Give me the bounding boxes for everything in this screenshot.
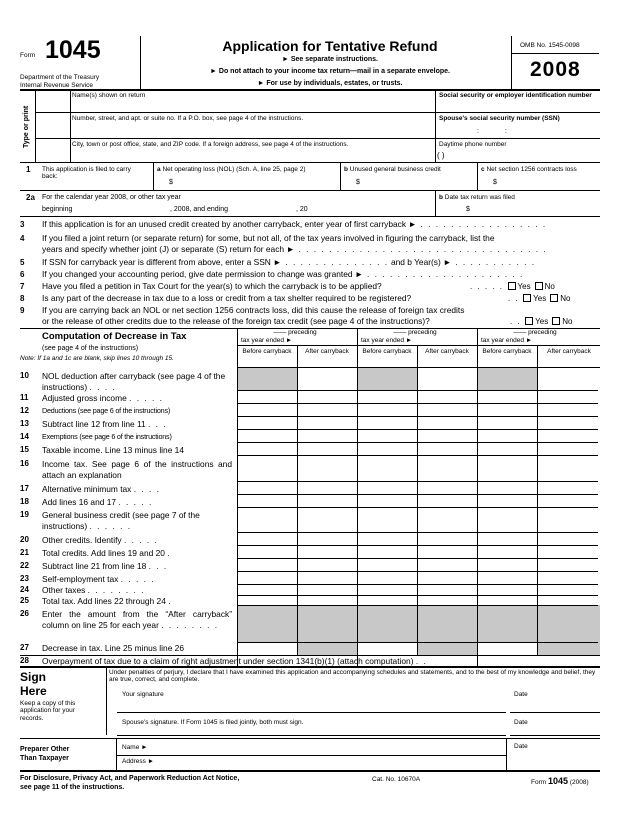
line-1c-letter: c bbox=[481, 166, 485, 173]
line-5-num: 5 bbox=[20, 258, 25, 267]
preparer-name-line[interactable] bbox=[117, 755, 506, 756]
line-17-text: Alternative minimum tax . . . . bbox=[42, 484, 161, 494]
line-20-text: Other credits. Identify . . . . . bbox=[42, 535, 159, 545]
instruction-line-1: ► See separate instructions. bbox=[281, 56, 379, 63]
line-10-text: NOL deduction after carryback (see page 4 of the instructions) . . . . bbox=[42, 371, 226, 392]
line-24-text: Other taxes . . . . . . . . bbox=[42, 585, 146, 595]
spouse-signature-label bbox=[122, 719, 303, 726]
line-1-num: 1 bbox=[26, 165, 31, 174]
line-27-label: Decrease in tax. Line 25 minus line 26 bbox=[42, 643, 184, 653]
footer-form-number: 1045 bbox=[547, 776, 569, 786]
instruction-line-3: ► For use by individuals, estates, or trusts. bbox=[257, 80, 403, 87]
line-9-no-checkbox[interactable] bbox=[552, 317, 560, 325]
line-7-label: Have you filed a petition in Tax Court for the year(s) to which the carryback is to be applied? bbox=[42, 281, 382, 291]
line-13-label: Subtract line 12 from line 11 bbox=[42, 419, 146, 429]
line-6-label: If you changed your accounting period, give date permission to change was granted ► bbox=[42, 269, 364, 279]
line-10-num: 10 bbox=[20, 371, 29, 380]
line-8-label: Is any part of the decrease in tax due to a loss or credit from a tax shelter required to be registered? bbox=[42, 293, 412, 303]
line-9-label: If you are carrying back an NOL or net section 1256 contracts loss, did this cause the release of foreign tax credits bbox=[42, 305, 465, 315]
line-8-no-checkbox[interactable] bbox=[550, 294, 558, 302]
line-18-label: Add lines 16 and 17 bbox=[42, 497, 117, 507]
line-20-label: Other credits. Identify bbox=[42, 535, 122, 545]
line-4-num: 4 bbox=[20, 234, 25, 243]
line-22-num: 22 bbox=[20, 561, 29, 570]
line-7-no: No bbox=[544, 282, 555, 291]
line-26-text: Enter the amount from the “After carryback” column on line 25 for each year . . . . . . . . bbox=[42, 609, 232, 630]
computation-subtitle: (see page 4 of the instructions) bbox=[42, 345, 139, 352]
line-7-num: 7 bbox=[20, 282, 25, 291]
col3-preceding-label: preceding bbox=[528, 329, 557, 336]
irs-label: Internal Revenue Service bbox=[20, 82, 93, 89]
line-3-label: If this application is for an unused credit created by another carryback, enter year of first carryback ► bbox=[42, 219, 417, 229]
sign-title: Sign bbox=[20, 670, 46, 684]
footer-form-label: Form bbox=[531, 779, 547, 786]
city-label: City, town or post office, state, and ZIP code. If a foreign address, see page 4 of the instructions. bbox=[72, 141, 349, 148]
line-9-yes: Yes bbox=[535, 317, 549, 326]
col1-tax-year: tax year ended ► bbox=[241, 337, 293, 344]
line-1a-letter: a bbox=[157, 166, 161, 173]
line-8-no: No bbox=[560, 294, 571, 303]
line-23-label: Self-employment tax bbox=[42, 574, 119, 584]
type-or-print: Type or print bbox=[23, 105, 30, 148]
line-2b-dollar: $ bbox=[466, 206, 470, 213]
dept-label: Department of the Treasury bbox=[20, 74, 100, 81]
line-11-label: Adjusted gross income bbox=[42, 393, 127, 403]
line-8-num: 8 bbox=[20, 294, 25, 303]
perjury-statement: Under penalties of perjury, I declare that I have examined this application and accompanying schedules and statements, and to the best of my knowledge and belief, they are true, correct, and complete. bbox=[109, 669, 596, 684]
phone-label: Daytime phone number bbox=[439, 141, 507, 148]
preparer-date-label: Date bbox=[514, 743, 528, 750]
preparer-name-label: Name ► bbox=[122, 744, 148, 751]
line-26-num: 26 bbox=[20, 609, 29, 618]
phone-area: ( ) bbox=[437, 151, 445, 160]
your-signature-label: Your signature bbox=[122, 691, 164, 698]
col3-after: After carryback bbox=[547, 348, 591, 355]
your-signature-line[interactable] bbox=[117, 712, 506, 713]
line-1a-dollar: $ bbox=[169, 179, 173, 186]
line-22-label: Subtract line 21 from line 18 bbox=[42, 561, 147, 571]
line-2b-label: Date tax return was filed bbox=[444, 194, 515, 201]
line-8-answers: . . Yes No bbox=[508, 294, 571, 303]
col2-tax-year: tax year ended ► bbox=[361, 337, 413, 344]
footer-notice-2: see page 11 of the instructions. bbox=[20, 784, 125, 791]
line-15-label: Taxable income. Line 13 minus line 14 bbox=[42, 445, 184, 455]
line-19-label: General business credit (see page 7 of the instructions) bbox=[42, 510, 200, 531]
computation-title: Computation of Decrease in Tax bbox=[42, 331, 187, 342]
line-5-label: If SSN for carryback year is different from above, enter a SSN ► bbox=[42, 257, 282, 267]
line-4-label-2: years and specify whether joint (J) or separate (S) return for each ► bbox=[42, 244, 295, 254]
line-22-text: Subtract line 21 from line 18 . . . bbox=[42, 561, 168, 571]
line-8-yes-checkbox[interactable] bbox=[523, 294, 531, 302]
line-2b-letter: b bbox=[439, 194, 443, 201]
col2-after: After carryback bbox=[425, 348, 469, 355]
tax-year: 2008 bbox=[530, 58, 581, 81]
line-26-label: Enter the amount from the “After carryback” column on line 25 for each year bbox=[42, 609, 232, 630]
col3-tax-year: tax year ended ► bbox=[481, 337, 533, 344]
line-9-yes-checkbox[interactable] bbox=[525, 317, 533, 325]
line-5-text: If SSN for carryback year is different from above, enter a SSN ► . . . . . . . . . . . . . . and b Year(s) ► . . . . . . . . . . . bbox=[42, 257, 536, 267]
line-12-label: Deductions (see page 6 of the instructions) bbox=[42, 406, 171, 415]
line-8-yes: Yes bbox=[533, 294, 547, 303]
line-10-label: NOL deduction after carryback (see page 4 of the instructions) bbox=[42, 371, 226, 392]
line-1c-dollar: $ bbox=[493, 179, 497, 186]
line-1b-letter: b bbox=[344, 166, 348, 173]
spouse-ssn-label: Spouse's social security number (SSN) bbox=[439, 115, 560, 122]
omb-number: OMB No. 1545-0098 bbox=[520, 42, 580, 49]
line-9-no: No bbox=[562, 317, 573, 326]
line-2a-middle: , 2008, and ending bbox=[170, 206, 228, 213]
line-14-num: 14 bbox=[20, 432, 29, 441]
form-title: Application for Tentative Refund bbox=[222, 38, 438, 54]
line-11-text: Adjusted gross income . . . . . bbox=[42, 393, 164, 403]
line-11-num: 11 bbox=[20, 393, 29, 402]
line-18-text: Add lines 16 and 17 . . . . . bbox=[42, 497, 153, 507]
line-23-text: Self-employment tax . . . . . bbox=[42, 574, 156, 584]
line-19-num: 19 bbox=[20, 510, 29, 519]
line-7-yes: Yes bbox=[517, 282, 531, 291]
sign-title-2: Here bbox=[20, 684, 47, 698]
preparer-title: Preparer Other bbox=[20, 746, 70, 753]
line-9-answers: . . Yes No bbox=[510, 317, 573, 326]
line-4-label: If you filed a joint return (or separate return) for some, but not all, of the tax years involved in figuring the carryback, list the bbox=[42, 233, 495, 243]
line-16-num: 16 bbox=[20, 459, 29, 468]
col3-before: Before carryback bbox=[482, 348, 532, 355]
preparer-title-2: Than Taxpayer bbox=[20, 755, 69, 762]
line-2a-label: For the calendar year 2008, or other tax year bbox=[42, 194, 181, 201]
line-21-label: Total credits. Add lines 19 and 20 bbox=[42, 548, 165, 558]
line-7-answers: . . . . . Yes No bbox=[470, 282, 555, 291]
line-3-text: If this application is for an unused credit created by another carryback, enter year of first carryback ► . . . . . . . . . . . . . . . . . bbox=[42, 219, 547, 229]
col1-preceding: —— preceding bbox=[273, 329, 317, 336]
address-label: Number, street, and apt. or suite no. If a P.O. box, see page 4 of the instructions. bbox=[72, 115, 304, 122]
line-25-label: Total tax. Add lines 22 through 24 bbox=[42, 596, 166, 606]
instruction-line-2: ► Do not attach to your income tax return—mail in a separate envelope. bbox=[210, 68, 450, 75]
line-14-label: Exemptions (see page 6 of the instructions) bbox=[42, 432, 172, 441]
sign-date-label: Date bbox=[514, 691, 528, 698]
col2-preceding: —— preceding bbox=[393, 329, 437, 336]
line-9-num: 9 bbox=[20, 306, 25, 315]
line-13-text: Subtract line 12 from line 11 . . . bbox=[42, 419, 168, 429]
line-23-num: 23 bbox=[20, 574, 29, 583]
computation-note: Note: If 1a and 1c are blank, skip lines 10 through 15. bbox=[20, 355, 174, 362]
preparer-address-label: Address ► bbox=[122, 758, 155, 765]
line-1-label: This application is filed to carry back: bbox=[42, 166, 131, 181]
line-27-num: 27 bbox=[20, 643, 29, 652]
line-25-text: Total tax. Add lines 22 through 24 . bbox=[42, 596, 173, 606]
line-25-num: 25 bbox=[20, 596, 29, 605]
col1-after: After carryback bbox=[305, 348, 349, 355]
spouse-date-label: Date bbox=[514, 719, 528, 726]
line-28-text: Overpayment of tax due to a claim of right adjustment under section 1341(b)(1) (attach computation) . . bbox=[42, 656, 428, 666]
line-15-num: 15 bbox=[20, 445, 29, 454]
form-number: 1045 bbox=[45, 36, 101, 64]
line-6-num: 6 bbox=[20, 270, 25, 279]
line-6-text: If you changed your accounting period, give date permission to change was granted ► . . . . . . . . . . . . . . . . . . . . . bbox=[42, 269, 524, 279]
col2-before: Before carryback bbox=[362, 348, 412, 355]
line-17-label: Alternative minimum tax bbox=[42, 484, 132, 494]
line-9-label-2: or the release of other credits due to the release of the foreign tax credit (see page 4 of the instructions)? bbox=[42, 316, 430, 326]
line-20-num: 20 bbox=[20, 535, 29, 544]
line-17-num: 17 bbox=[20, 484, 29, 493]
line-19-text: General business credit (see page 7 of the instructions) . . . . . . bbox=[42, 510, 200, 531]
line-5b-label: and b Year(s) ► bbox=[390, 257, 452, 267]
line-1c-label: Net section 1256 contracts loss bbox=[486, 166, 577, 173]
line-24-label: Other taxes bbox=[42, 585, 86, 595]
footer-notice: For Disclosure, Privacy Act, and Paperwork Reduction Act Notice, bbox=[20, 775, 240, 782]
line-13-num: 13 bbox=[20, 419, 29, 428]
catalog-number: Cat. No. 10670A bbox=[372, 776, 421, 783]
line-7-no-checkbox[interactable] bbox=[535, 282, 543, 290]
spouse-signature-line[interactable] bbox=[117, 735, 506, 736]
spouse-signature-date-line[interactable] bbox=[510, 735, 600, 736]
col3-preceding: —— preceding bbox=[513, 329, 557, 336]
line-1a-label: Net operating loss (NOL) (Sch. A, line 25, page 2) bbox=[162, 166, 306, 173]
line-28-label: Overpayment of tax due to a claim of right adjustment under section 1341(b)(1) (attach computation) bbox=[42, 656, 414, 666]
form-label: Form bbox=[20, 52, 36, 59]
line-1b-label: Unused general business credit bbox=[349, 166, 441, 173]
spouse-signature-text: Spouse's signature. If Form 1045 is filed jointly, both must sign. bbox=[122, 719, 304, 726]
line-21-text: Total credits. Add lines 19 and 20 . bbox=[42, 548, 172, 558]
line-1b-dollar: $ bbox=[356, 179, 360, 186]
line-3-num: 3 bbox=[20, 220, 25, 229]
line-2a-num: 2a bbox=[26, 193, 35, 202]
your-signature-date-line[interactable] bbox=[510, 712, 600, 713]
line-16-label: Income tax. See page 6 of the instructions and attach an explanation bbox=[42, 459, 232, 480]
col1-before: Before carryback bbox=[242, 348, 292, 355]
line-18-num: 18 bbox=[20, 497, 29, 506]
line-4-text-2: years and specify whether joint (J) or separate (S) return for each ► . . . . . . . . . . . . . . . . . . . . . . . . . . . . . . . . . bbox=[42, 244, 548, 254]
ssn-label: Social security or employer identification number bbox=[439, 92, 592, 99]
ssn-separators: : : bbox=[477, 128, 519, 135]
line-21-num: 21 bbox=[20, 548, 29, 557]
keep-copy-note: Keep a copy of this application for your records. bbox=[20, 700, 76, 722]
line-28-num: 28 bbox=[20, 656, 29, 665]
line-24-num: 24 bbox=[20, 585, 29, 594]
line-2a-year-suffix: , 20 bbox=[296, 206, 308, 213]
col2-preceding-label: preceding bbox=[408, 329, 437, 336]
col1-preceding-label: preceding bbox=[288, 329, 317, 336]
line-2a-beginning: beginning bbox=[42, 206, 73, 213]
footer-year: (2008) bbox=[569, 779, 589, 786]
line-7-yes-checkbox[interactable] bbox=[508, 282, 516, 290]
name-label: Name(s) shown on return bbox=[72, 92, 146, 99]
line-12-num: 12 bbox=[20, 406, 29, 415]
